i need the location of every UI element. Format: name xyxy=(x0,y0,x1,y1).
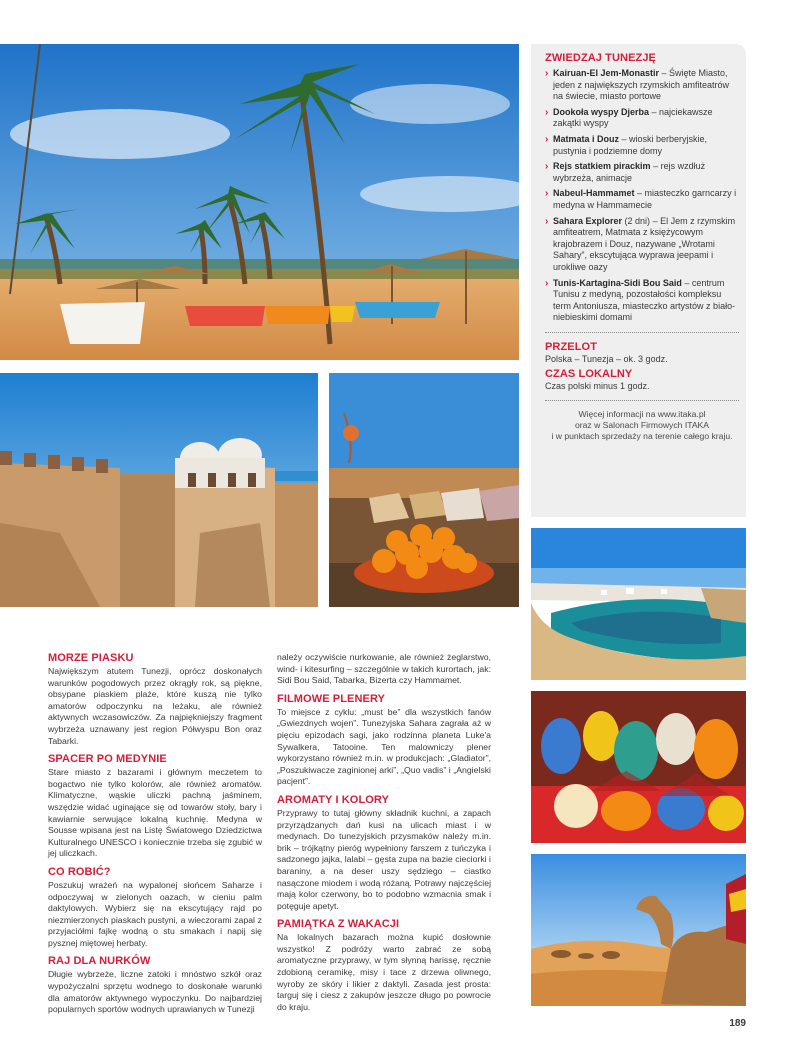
divider xyxy=(545,400,739,401)
chevron-right-icon: › xyxy=(545,133,549,145)
chevron-right-icon: › xyxy=(545,277,549,289)
photo-camel-desert xyxy=(531,854,746,1006)
list-item: › Sahara Explorer (2 dni) – El Jem z rzymskim amfiteatrem, Matmata z księżycowym krajobrazem i Douz, nazywane „Wrotami Sahary”, ekscytująca wyprawa jeepami i urokliwe oazy xyxy=(545,215,736,272)
photo-ceramics xyxy=(531,691,746,843)
section-text-filmowe: To miejsce z cyklu: „must be” dla wszystkich fanów „Gwiezdnych wojen”. Tunezyjska Sahara zagrała aż w pięciu epizodach sagi, jako rodzinna planeta Luke'a Sywalkera, Tatooine. Ten malowniczy plener wykorzystano również m.in. w produkcjach: „Gladiator”, „Poszukiwacze zaginionej arki”, „Quo vadis” i „Angielski pacjent”. xyxy=(277,706,491,787)
section-text-raj-continued: należy oczywiście nurkowanie, ale również żeglarstwo, wind- i kitesurfing – szczególnie w takich kurortach, jak: Sidi Bou Said, Tabarka, Bizerta czy Hammamet. xyxy=(277,652,491,686)
chevron-right-icon: › xyxy=(545,188,549,200)
info-box-title: ZWIEDZAJ TUNEZJĘ xyxy=(545,52,656,64)
section-text-co: Poszukuj wrażeń na wypalonej słońcem Saharze i odpoczywaj w zielonych oazach, w cieniu palm daktylowych. Wybierz się na ekscytujący rajd po niezmierzonych piaskach pustyni, a wieczorami zapal z przyjaciółmi fajkę wodną o stu smakach i napij się pysznej miętowej herbaty. xyxy=(48,879,262,948)
section-text-pamiatka: Na lokalnych bazarach można kupić dosłownie wszystko! Z podróży warto zabrać ze sobą aromatyczne przyprawy, w tym słynną harissę, ręcznie zdobioną ceramikę, misy i tace z drzewa oliwnego, wyroby ze skóry i likier z daktyli. Zasada jest prosta: targuj się i ciesz z zakupów jeszcze długo po powrocie do kraju. xyxy=(277,932,491,1012)
list-item: › Tunis-Kartagina-Sidi Bou Said – centrum Tunisu z medyną, pozostałości kompleksu term Antoniusza, miasteczko artystów z biało-niebieskimi domami xyxy=(545,277,736,323)
more-info: Więcej informacji na www.itaka.pl oraz w Salonach Firmowych ITAKA i w punktach sprzedaży na terenie całego kraju. xyxy=(551,408,733,441)
section-title-filmowe: FILMOWE PLENERY xyxy=(277,692,386,705)
list-item: › Kairuan-El Jem-Monastir – Święte Miasto, jeden z największych rzymskich amfiteatrów na świecie, miasto portowe xyxy=(545,68,730,102)
list-item: › Nabeul-Hammamet – miasteczko garncarzy i medyna w Hammamecie xyxy=(545,188,737,210)
section-text-raj: Długie wybrzeże, liczne zatoki i mnóstwo szkół oraz wypożyczalni sprzętu wodnego to doskonałe warunki dla amatorów aktywnego wypoczynku. Do najbardziej popularnych sportów wodnych uprawianych w Tunezji xyxy=(48,969,262,1015)
local-time-title: CZAS LOKALNY xyxy=(545,367,633,380)
chevron-right-icon: › xyxy=(545,215,549,227)
section-title-aromaty: AROMATY I KOLORY xyxy=(277,793,390,806)
tour-list xyxy=(545,68,739,324)
section-title-co: CO ROBIĆ? xyxy=(48,865,111,878)
info-box xyxy=(531,44,746,517)
chevron-right-icon: › xyxy=(545,106,549,118)
chevron-right-icon: › xyxy=(545,161,549,173)
chevron-right-icon: › xyxy=(545,68,549,79)
section-text-aromaty: Przyprawy to tutaj główny składnik kuchni, a zapach przyrządzanych dań kusi na ulicach miast i w medynach. Do tunezyjskich przysmaków należy m.in. brik – trójkątny pieróg wypełniony farszem z tuńczyka i sadzonego jajka, lalabi – gęsta zupa na bazie cieciorki i baraniny, a na deser uszy sędziego – ciastko nasączone miodem i wodą różaną. Potrawy najczęściej mają kolor czerwony, bo to podobno wzmacnia smak i potęguje apetyt. xyxy=(277,807,491,911)
flight-text: Polska – Tunezja – ok. 3 godz. xyxy=(545,353,668,364)
page-number: 189 xyxy=(729,1018,746,1029)
text-column-2 xyxy=(277,652,491,1019)
list-item: › Matmata i Douz – wioski berberyjskie, pustynia i podziemne domy xyxy=(545,133,708,156)
text-column-1 xyxy=(48,652,262,1022)
photo-fortress xyxy=(0,373,318,607)
section-text-morze: Największym atutem Tunezji, oprócz doskonałych warunków pogodowych przez okrągły rok, są piękne, obsypane piaskiem plaże, które kuszą nie tylko amatorów odpoczynku na leżaku, ale również aktywnych wczasowiczów. Za najpiękniejszy fragment wybrzeża uznawany jest region Półwyspu Bon oraz Tabarki. xyxy=(48,666,262,746)
local-time-text: Czas polski minus 1 godz. xyxy=(545,380,650,391)
section-title-spacer: SPACER PO MEDYNIE xyxy=(48,753,167,766)
section-title-raj: RAJ DLA NURKÓW xyxy=(48,955,151,968)
photo-beach-palms xyxy=(0,44,519,360)
list-item: › Rejs statkiem pirackim – rejs wzdłuż wybrzeża, animacje xyxy=(545,161,706,183)
section-title-pamiatka: PAMIĄTKA Z WAKACJI xyxy=(277,918,400,931)
photo-bay-coast xyxy=(531,528,746,680)
photo-terrace-oranges xyxy=(329,373,519,607)
list-item: › Dookoła wyspy Djerba – najciekawsze zakątki wyspy xyxy=(545,106,713,129)
divider xyxy=(545,332,739,333)
section-text-spacer: Stare miasto z bazarami i głównym meczetem to bogactwo nie tylko kolorów, ale również aromatów. Klimatyczne, wąskie uliczki pachną jaśminem, wszędzie widać uginające się od towarów stoły, bary i kawiarnie serwujące lokalną kuchnię. Medyna w Sousse wpisana jest na Listę Światowego Dziedzictwa Kulturalnego UNESCO i koniecznie trzeba się zgubić w jej uliczkach. xyxy=(48,767,262,859)
flight-title: PRZELOT xyxy=(545,340,598,353)
section-title-morze: MORZE PIASKU xyxy=(48,652,134,664)
